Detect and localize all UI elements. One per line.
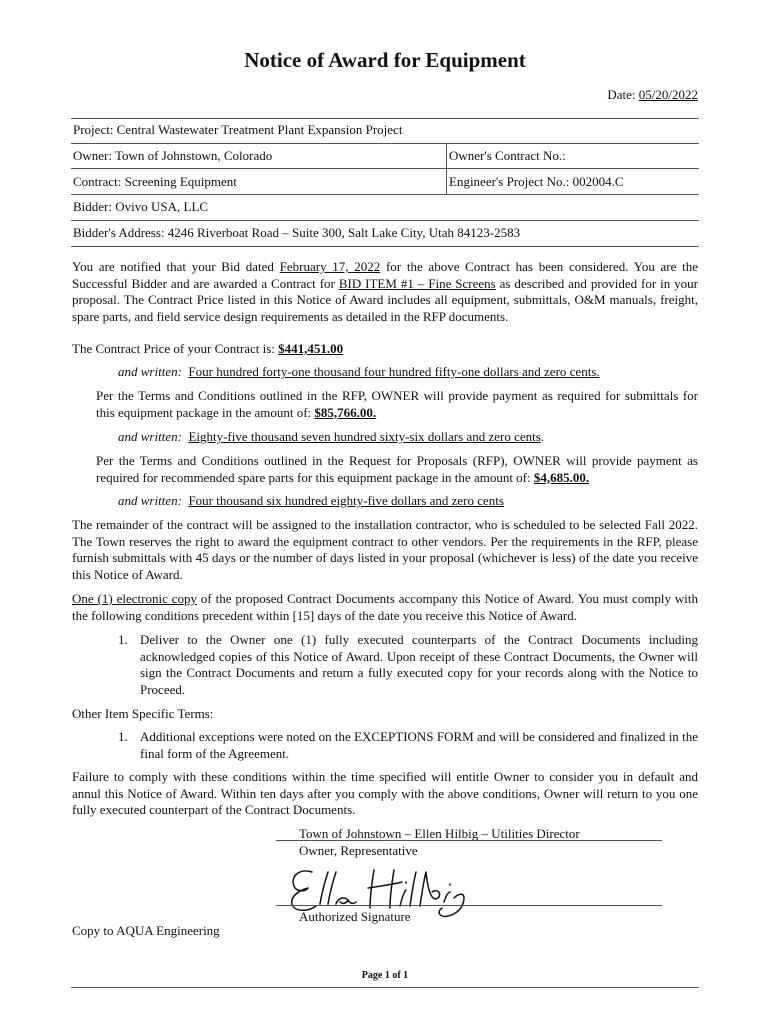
owner-role: Owner, Representative bbox=[299, 843, 418, 858]
spares-written: Four thousand six hundred eighty-five dollars and zero cents bbox=[188, 493, 504, 508]
spares-text: Per the Terms and Conditions outlined in the Request for Proposals (RFP), OWNER will provide payment as required for recommended spare parts for this equipment package in the amount of: bbox=[96, 453, 698, 485]
condition-number: 1. bbox=[118, 632, 128, 647]
owner-line bbox=[276, 840, 662, 841]
page-title: Notice of Award for Equipment bbox=[244, 48, 526, 72]
spares-amount: $4,685.00. bbox=[533, 469, 590, 485]
submittals-written-line: and written: Eighty-five thousand seven hundred sixty-six dollars and zero cents. bbox=[118, 429, 545, 444]
table-divider bbox=[446, 143, 447, 194]
electronic-copy-text: One (1) electronic copy bbox=[72, 591, 198, 606]
table-rule bbox=[71, 168, 699, 169]
condition-text: Deliver to the Owner one (1) fully executed counterparts of the Contract Documents including acknowledged copies of this Notice of Award. Upon receipt of these Contract Documents, the Owner will sign the Contract Documents and return a fully executed copy for your records along with the Notice to Proceed. bbox=[140, 632, 698, 697]
project-field: Project: Central Wastewater Treatment Plant Expansion Project bbox=[73, 122, 403, 137]
date-value: 05/20/2022 bbox=[638, 87, 698, 102]
spares-written-line: and written: Four thousand six hundred eighty-five dollars and zero cents bbox=[118, 493, 504, 508]
intro-text: You are notified that your Bid dated bbox=[72, 259, 280, 274]
intro-paragraph bbox=[72, 259, 698, 325]
price-amount: $441,451.00 bbox=[278, 341, 344, 356]
page-footer: Page 1 of 1 bbox=[361, 970, 409, 981]
bidder-address-field: Bidder's Address: 4246 Riverboat Road – Suite 300, Salt Lake City, Utah 84123-2583 bbox=[73, 225, 521, 240]
table-rule bbox=[71, 143, 699, 144]
signature-line bbox=[276, 905, 662, 906]
term-number: 1. bbox=[118, 729, 128, 744]
submittals-written: Eighty-five thousand seven hundred sixty-six dollars and zero cents bbox=[188, 429, 541, 444]
contract-field: Contract: Screening Equipment bbox=[73, 174, 237, 189]
price-written: Four hundred forty-one thousand four hundred fifty-one dollars and zero cents. bbox=[188, 364, 600, 379]
owner-field: Owner: Town of Johnstown, Colorado bbox=[73, 148, 273, 163]
failure-paragraph: Failure to comply with these conditions within the time specified will entitle Owner to consider you in default and annul this Notice of Award. Within ten days after you comply with the above conditions, Owner will return to you one fully executed counterpart of the Contract Documents. bbox=[72, 769, 698, 817]
intro-text: for the above Contract has been considered. You are the Successful Bidder and are awarded a Contract for bbox=[72, 259, 698, 291]
bid-item: BID ITEM #1 – Fine Screens bbox=[338, 275, 496, 291]
owner-contract-field: Owner's Contract No.: bbox=[449, 148, 566, 163]
footer-rule bbox=[71, 987, 699, 988]
table-rule bbox=[71, 194, 699, 195]
submittals-text: Per the Terms and Conditions outlined in the RFP, OWNER will provide payment as required for submittals for this equipment package in the amount of: bbox=[96, 388, 698, 420]
table-rule bbox=[71, 246, 699, 247]
spares-paragraph bbox=[96, 453, 698, 486]
authorized-signature-label: Authorized Signature bbox=[299, 909, 411, 924]
contract-price-line bbox=[72, 341, 698, 358]
written-label: and written bbox=[118, 429, 178, 444]
copy-paragraph bbox=[72, 591, 698, 624]
table-rule bbox=[71, 220, 699, 221]
owner-name: Town of Johnstown – Ellen Hilbig – Utilities Director bbox=[299, 826, 580, 841]
intro-text: as described and provided for in your proposal. The Contract Price listed in this Notice of Award includes all equipment, submittals, O&M manuals, freight, spare parts, and field service design requirements as detailed in the RFP documents. bbox=[72, 275, 698, 324]
bidder-field: Bidder: Ovivo USA, LLC bbox=[73, 199, 209, 214]
term-text: Additional exceptions were noted on the EXCEPTIONS FORM and will be considered and finalized in the final form of the Agreement. bbox=[140, 729, 698, 761]
date-label: Date: bbox=[607, 87, 636, 102]
written-label: and written: bbox=[118, 364, 182, 379]
bid-date: February 17, 2022 bbox=[279, 259, 381, 274]
price-label: The Contract Price of your Contract is: bbox=[72, 341, 279, 356]
other-terms-label: Other Item Specific Terms: bbox=[72, 706, 214, 721]
engineer-project-field: Engineer's Project No.: 002004.C bbox=[449, 174, 624, 189]
submittals-paragraph bbox=[96, 388, 698, 421]
price-written-line bbox=[118, 364, 698, 381]
copy-text: of the proposed Contract Documents accompany this Notice of Award. You must comply with the following conditions precedent within [15] days of the date you receive this Notice of Award. bbox=[72, 591, 698, 623]
copy-to-line: Copy to AQUA Engineering bbox=[72, 923, 220, 938]
date-line bbox=[607, 87, 698, 103]
table-rule bbox=[71, 118, 699, 119]
submittals-amount: $85,766.00. bbox=[314, 404, 377, 420]
written-label: and written bbox=[118, 493, 178, 508]
remainder-paragraph: The remainder of the contract will be assigned to the installation contractor, who is scheduled to be selected Fall 2022. The Town reserves the right to award the equipment contract to other vendors. Per the requirements in the RFP, please furnish submittals with 45 days or the number of days listed in your proposal (whichever is less) of the date you receive this Notice of Award. bbox=[72, 517, 698, 582]
